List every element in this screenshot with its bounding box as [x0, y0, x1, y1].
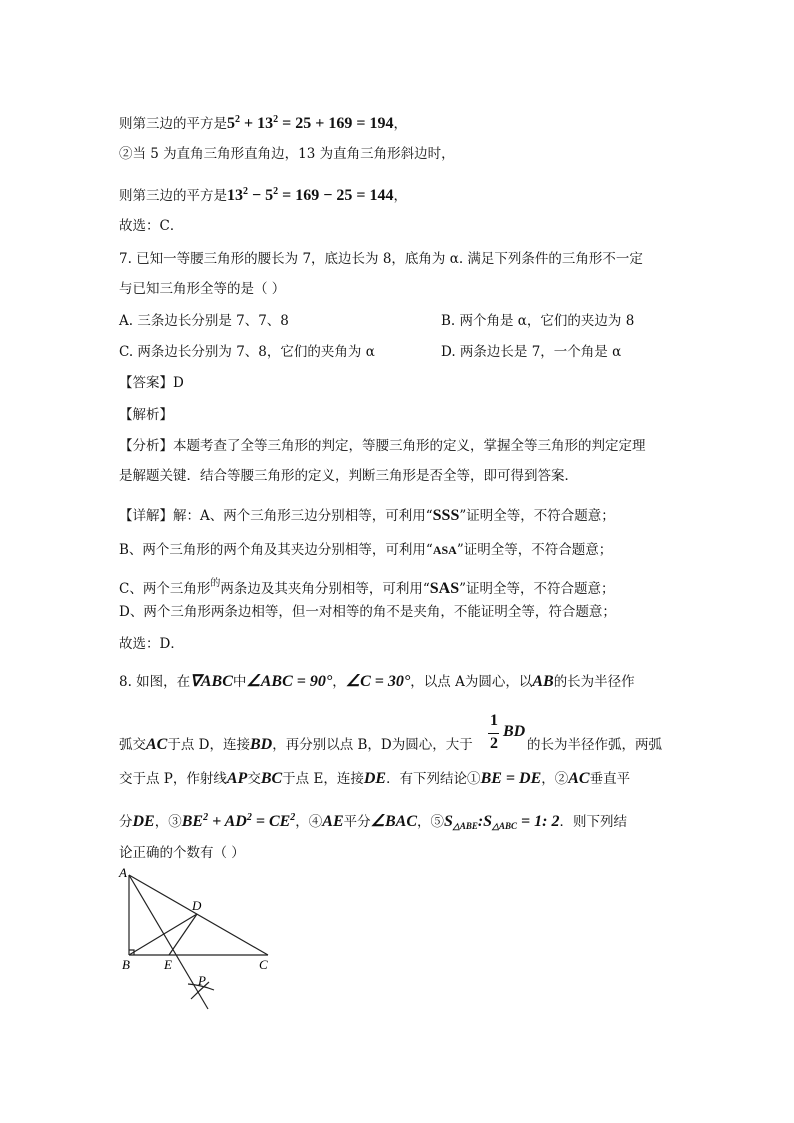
math-expression: AB	[532, 673, 554, 690]
text: ，	[393, 116, 407, 132]
math-expression: AE	[322, 813, 344, 830]
fraction-variable: BD	[503, 723, 526, 740]
text: 两条边及其夹角分别相等，可利用“	[220, 581, 430, 597]
text: 交于点 P，作射线	[119, 771, 227, 787]
area-ratio: S△ABE:S△ABC = 1: 2	[444, 813, 560, 831]
text: ”证明全等，不符合题意；	[459, 581, 615, 597]
q8-row-3	[119, 769, 630, 789]
text: ，④	[295, 814, 323, 830]
q8-row-5: 论正确的个数有（ ）	[119, 845, 245, 861]
q7-analysis-1: 【分析】本题考查了全等三角形的判定，等腰三角形的定义，掌握全等三角形的判定定理	[119, 438, 646, 454]
math-expression: ∠BAC	[370, 813, 417, 830]
text: ．有下列结论①	[386, 771, 481, 787]
text: 的长为半径作	[553, 674, 635, 690]
math-expression: AC	[146, 736, 168, 753]
text: 8. 如图，在	[119, 674, 191, 690]
text: 交	[247, 771, 261, 787]
q7-option-a: A. 三条边长分别是 7、7、8	[119, 313, 289, 329]
q7-option-b: B. 两个角是 α，它们的夹边为 8	[441, 313, 635, 329]
solution-line-3	[119, 182, 407, 206]
q7-detail-a	[119, 506, 615, 526]
text: ，⑤	[417, 814, 444, 830]
text: 于点 D，连接	[167, 737, 250, 753]
text: 中	[232, 674, 247, 690]
q7-detail-b	[119, 540, 612, 560]
solution-line-1	[119, 110, 407, 134]
solution-line-4: 故选：C．	[119, 218, 184, 234]
text: 弧交	[119, 737, 146, 753]
math-expression: SSS	[432, 507, 460, 524]
text: 分	[119, 814, 133, 830]
q7-conclusion: 故选：D．	[119, 636, 184, 652]
label-e: E	[164, 957, 172, 972]
text: ．则下列结	[559, 814, 627, 830]
math-expression: ∠C = 30°	[345, 673, 411, 690]
text: ，	[393, 188, 407, 204]
math-expression: $13^2 - 5^2 = 169 - 25 = 144$	[227, 186, 394, 204]
text: 垂直平	[589, 771, 631, 787]
math-expression: SAS	[429, 580, 460, 597]
text: 于点 E，连接	[282, 771, 364, 787]
solution-line-2: ②当 5 为直角三角形直角边，13 为直角三角形斜边时，	[119, 146, 455, 162]
text: ，②	[541, 771, 569, 787]
label-p: P	[198, 973, 206, 988]
fraction-denominator: 2	[490, 735, 498, 752]
math-expression: ∠ABC = 90°	[246, 673, 333, 690]
math-expression: BD	[249, 736, 273, 753]
segment-de	[169, 914, 197, 955]
text: C、两个三角形	[119, 581, 211, 597]
text: ”证明全等，不符合题意；	[456, 542, 613, 558]
text: 的	[210, 578, 221, 589]
math-expression: BE = DE	[480, 770, 542, 787]
math-expression: AC	[568, 770, 590, 787]
text: ，再分别以点 B，D为圆心，大于	[272, 737, 473, 753]
text: ，③	[154, 814, 182, 830]
ray-ap	[129, 875, 208, 1009]
q8-row-1	[119, 672, 635, 692]
math-expression: DE	[363, 770, 387, 787]
q7-stem-1: 7. 已知一等腰三角形的腰长为 7，底边长为 8，底角为 α. 满足下列条件的三角形不一定	[119, 251, 643, 267]
fraction-numerator: 1	[490, 712, 498, 729]
math-expression: BC	[260, 770, 283, 787]
q7-detail-c	[119, 574, 615, 599]
q7-stem-2: 与已知三角形全等的是（ ）	[119, 281, 286, 297]
q7-option-c: C. 两条边长分别为 7、8，它们的夹角为 α	[119, 344, 375, 360]
math-expression: DE	[132, 813, 155, 830]
math-expression: ∇ABC	[190, 673, 233, 690]
label-c: C	[259, 957, 268, 972]
fraction-bar	[488, 733, 499, 734]
q8-row-2	[119, 735, 473, 755]
geometry-figure	[112, 862, 282, 1012]
q7-answer: 【答案】D	[119, 375, 184, 391]
segment-bd	[129, 914, 197, 955]
math-expression: $5^2 + 13^2 = 25 + 169 = 194$	[227, 114, 394, 132]
text: 平分	[343, 814, 371, 830]
text: ，	[332, 674, 346, 690]
math-expression: ASA	[432, 543, 457, 557]
math-expression: AP	[226, 770, 248, 787]
label-a: A	[119, 865, 127, 880]
q7-option-d: D. 两条边长是 7，一个角是 α	[441, 344, 622, 360]
text: 则第三边的平方是	[119, 116, 227, 132]
math-expression: $BE^2 + AD^2 = CE^2$	[181, 812, 296, 830]
text: ，以点 A为圆心，以	[410, 674, 533, 690]
q7-jiexi-heading: 【解析】	[119, 407, 173, 423]
q8-row-2-tail: 的长为半径作弧，两弧	[527, 737, 662, 753]
text: 则第三边的平方是	[119, 188, 227, 204]
text: B、两个三角形的两个角及其夹边分别相等，可利用“	[119, 542, 433, 558]
q7-analysis-2: 是解题关键．结合等腰三角形的定义，判断三角形是否全等，即可得到答案．	[119, 468, 578, 484]
label-d: D	[192, 898, 202, 913]
label-b: B	[122, 957, 130, 972]
q8-row-4	[119, 808, 627, 836]
q7-detail-d: D、两个三角形两条边相等，但一对相等的角不是夹角，不能证明全等，符合题意；	[119, 604, 616, 620]
text: 【详解】解：A、两个三角形三边分别相等，可利用“	[119, 508, 433, 524]
text: ”证明全等，不符合题意；	[459, 508, 615, 524]
